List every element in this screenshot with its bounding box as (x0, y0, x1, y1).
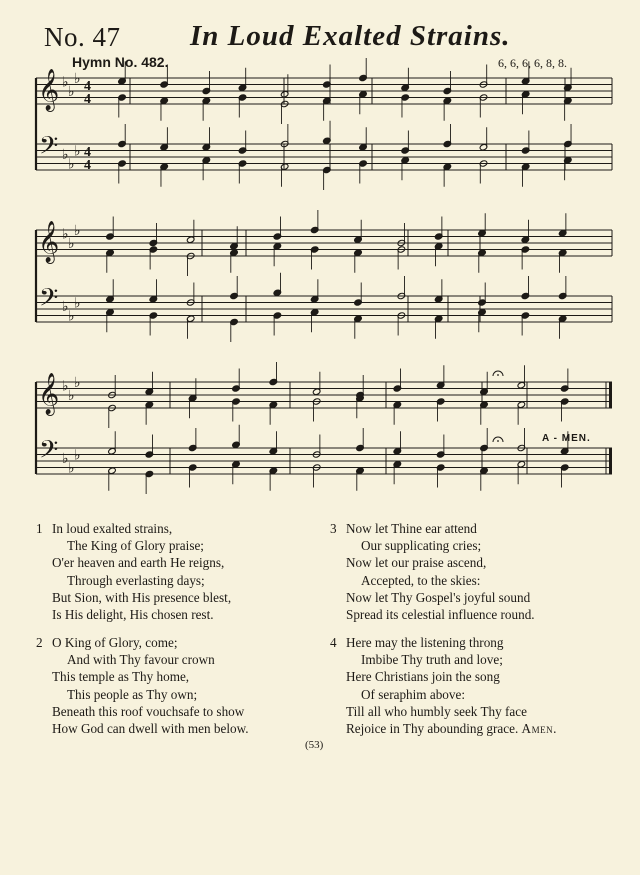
verse-line: Imbibe Thy truth and love; (361, 652, 503, 668)
hymn-reference: Hymn No. 482. (72, 54, 169, 70)
flat-sign: ♭ (68, 460, 75, 477)
flat-sign: ♭ (62, 378, 69, 395)
hymn-title: In Loud Exalted Strains. (190, 20, 511, 52)
amen-label: A - MEN. (542, 433, 591, 444)
bass-clef: 𝄢 (39, 283, 59, 319)
verse-text: Rejoice in Thy abounding grace. (346, 721, 519, 737)
flat-sign: ♭ (68, 236, 75, 252)
time-signature-bottom: 4 (84, 92, 91, 107)
verse-line: Here Christians join the song (346, 669, 500, 685)
bass-clef: 𝄢 (39, 435, 59, 471)
verse-line: Spread its celestial influence round. (346, 607, 535, 623)
verse-line: Through everlasting days; (67, 572, 205, 588)
verse-line: How God can dwell with men below. (52, 721, 249, 737)
fermata-dot (497, 440, 499, 442)
verse-line: Our supplicating cries; (361, 538, 482, 554)
amen-word: Amen. (521, 721, 557, 737)
flat-sign: ♭ (62, 298, 69, 315)
stanza-number: 2 (36, 635, 43, 650)
stanza-4 (330, 634, 557, 737)
time-signature-top: 4 (84, 79, 91, 94)
verse-line: Is His delight, His chosen rest. (52, 607, 214, 623)
flat-sign: ♭ (74, 223, 81, 239)
verse-line: Here may the listening throng (346, 635, 504, 650)
flat-sign: ♭ (68, 84, 75, 100)
verse-line: O King of Glory, come; (52, 635, 178, 650)
page-number: (53) (305, 739, 324, 751)
flat-sign: ♭ (68, 156, 75, 173)
hymn-number: No. 47 (44, 22, 121, 52)
time-signature-top: 4 (84, 145, 91, 160)
flat-sign: ♭ (68, 308, 75, 325)
stanza-number: 1 (36, 521, 43, 536)
verse-line: And with Thy favour crown (67, 652, 215, 668)
stanza-number: 3 (330, 521, 337, 536)
flat-sign: ♭ (74, 447, 81, 464)
fermata-dot (497, 374, 499, 376)
flat-sign: ♭ (74, 295, 81, 312)
treble-clef: 𝄞 (38, 373, 60, 415)
flat-sign: ♭ (62, 74, 69, 91)
bass-clef: 𝄢 (39, 131, 59, 167)
verse-line: Till all who humbly seek Thy face (346, 703, 527, 719)
flat-sign: ♭ (62, 450, 69, 467)
time-signature-bottom: 4 (84, 158, 91, 173)
stanza-3 (330, 520, 535, 623)
verse-line: Accepted, to the skies: (361, 572, 481, 588)
verse-line: Now let our praise ascend, (346, 555, 487, 571)
treble-clef: 𝄞 (38, 221, 60, 263)
verse-line (346, 720, 557, 737)
flat-sign: ♭ (74, 71, 81, 87)
verse-line: But Sion, with His presence blest, (52, 589, 232, 605)
verse-line: Of seraphim above: (361, 686, 465, 702)
meter-marking: 6, 6, 6, 6, 8, 8. (498, 56, 567, 70)
flat-sign: ♭ (74, 143, 81, 160)
verse-line: This people as Thy own; (67, 686, 198, 702)
stanza-number: 4 (330, 635, 337, 650)
flat-sign: ♭ (62, 226, 69, 243)
flat-sign: ♭ (68, 388, 75, 404)
stanza-1 (36, 520, 232, 623)
flat-sign: ♭ (62, 146, 69, 163)
verse-line: Now let Thy Gospel's joyful sound (346, 589, 531, 605)
verse-line: Beneath this roof vouchsafe to show (52, 703, 245, 719)
verse-line: O'er heaven and earth He reigns, (52, 555, 225, 571)
verse-line: In loud exalted strains, (52, 521, 173, 536)
verse-line: Now let Thine ear attend (346, 521, 477, 536)
verse-line: The King of Glory praise; (67, 538, 204, 554)
flat-sign: ♭ (74, 375, 81, 391)
verse-line: This temple as Thy home, (52, 669, 190, 685)
stanza-2 (36, 634, 249, 737)
treble-clef: 𝄞 (38, 69, 60, 111)
